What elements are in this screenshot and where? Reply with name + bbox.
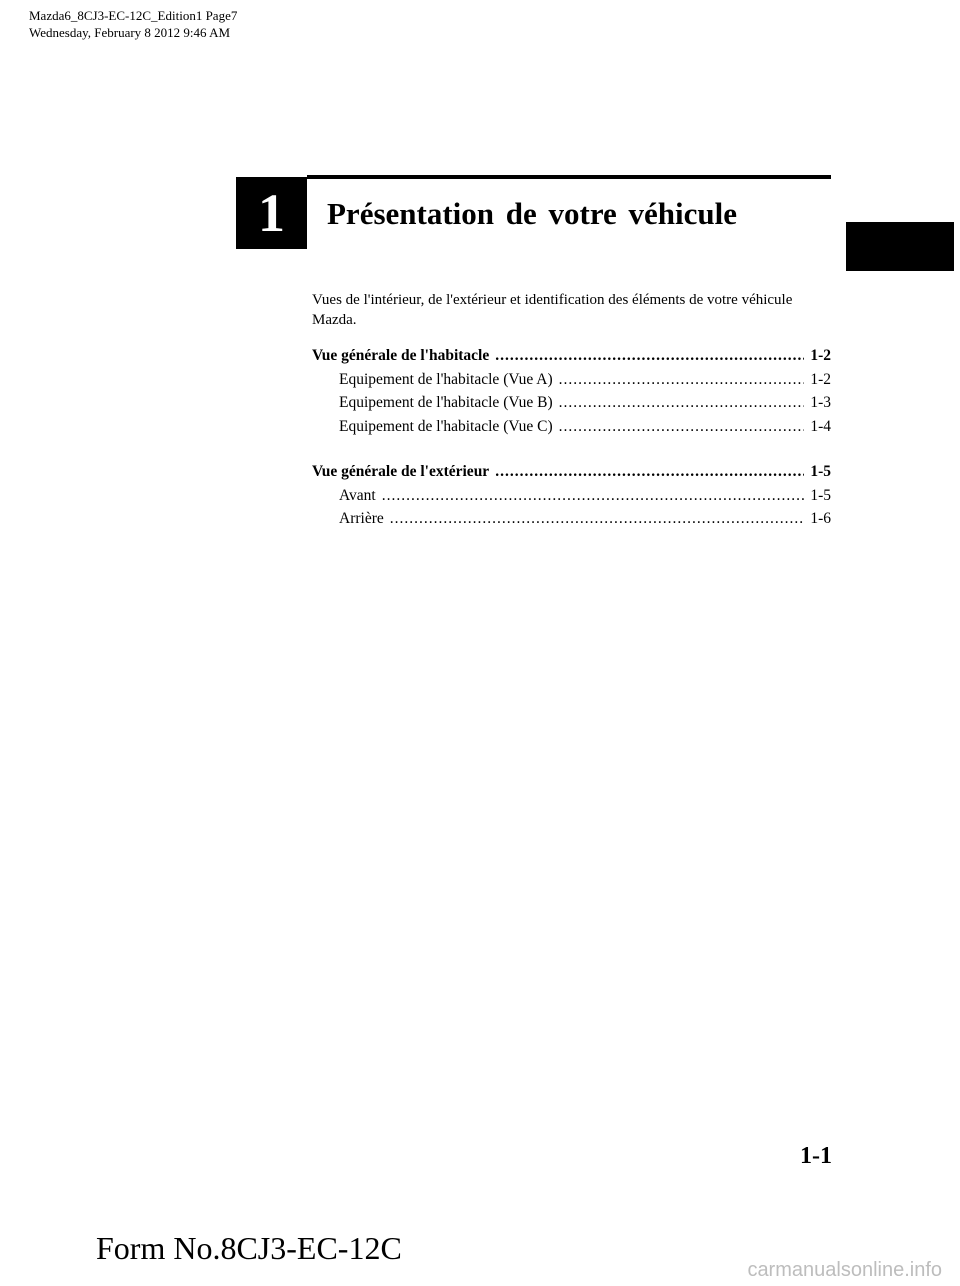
page-number: 1-1 (800, 1143, 832, 1169)
toc-entry-exterieur[interactable] (312, 463, 831, 487)
toc-dot-leader (495, 347, 804, 365)
toc-entry-page: 1-2 (810, 370, 831, 388)
toc-entry-page: 1-5 (810, 463, 831, 480)
toc-entry-habitacle[interactable] (312, 347, 831, 371)
toc-group-exterieur (312, 463, 831, 534)
toc-entry-avant[interactable] (312, 487, 831, 511)
document-header-info (29, 7, 237, 41)
toc-group-habitacle (312, 347, 831, 441)
site-watermark: carmanualsonline.info (747, 1259, 942, 1281)
chapter-number-box: 1 (236, 177, 307, 249)
toc-entry-label: Avant (339, 486, 376, 504)
toc-entry-page: 1-6 (810, 510, 831, 527)
toc-entry-page: 1-4 (810, 417, 831, 435)
toc-entry-label: Equipement de l'habitacle (Vue C) (339, 417, 553, 435)
toc-dot-leader (559, 394, 805, 412)
toc-entry-arriere[interactable] (312, 510, 831, 534)
toc-dot-leader (382, 487, 805, 505)
toc-entry-page: 1-3 (810, 394, 831, 411)
toc-entry-label: Arrière (339, 510, 384, 527)
toc-entry-label: Equipement de l'habitacle (Vue A) (339, 370, 553, 388)
toc-dot-leader (390, 510, 805, 528)
table-of-contents (312, 347, 831, 534)
toc-entry-page: 1-2 (810, 347, 831, 364)
toc-entry-vue-c[interactable] (312, 418, 831, 442)
chapter-intro: Vues de l'intérieur, de l'extérieur et identification des éléments de votre véhicule Mazda. (312, 292, 793, 328)
toc-dot-leader (495, 463, 804, 481)
form-number: Form No.8CJ3-EC-12C (96, 1230, 402, 1266)
toc-entry-label: Equipement de l'habitacle (Vue B) (339, 394, 553, 411)
toc-entry-label: Vue générale de l'extérieur (312, 463, 490, 480)
chapter-title: Présentation de votre véhicule (327, 196, 738, 231)
header-filename: Mazda6_8CJ3-EC-12C_Edition1 Page7 (29, 8, 238, 23)
toc-entry-page: 1-5 (810, 486, 831, 504)
header-timestamp: Wednesday, February 8 2012 9:46 AM (29, 25, 231, 40)
toc-dot-leader (559, 418, 805, 436)
toc-dot-leader (559, 371, 805, 389)
chapter-title-rule (307, 175, 831, 179)
toc-entry-vue-a[interactable] (312, 371, 831, 395)
toc-entry-vue-b[interactable] (312, 394, 831, 418)
chapter-side-tab (846, 222, 954, 271)
toc-entry-label: Vue générale de l'habitacle (312, 347, 490, 364)
